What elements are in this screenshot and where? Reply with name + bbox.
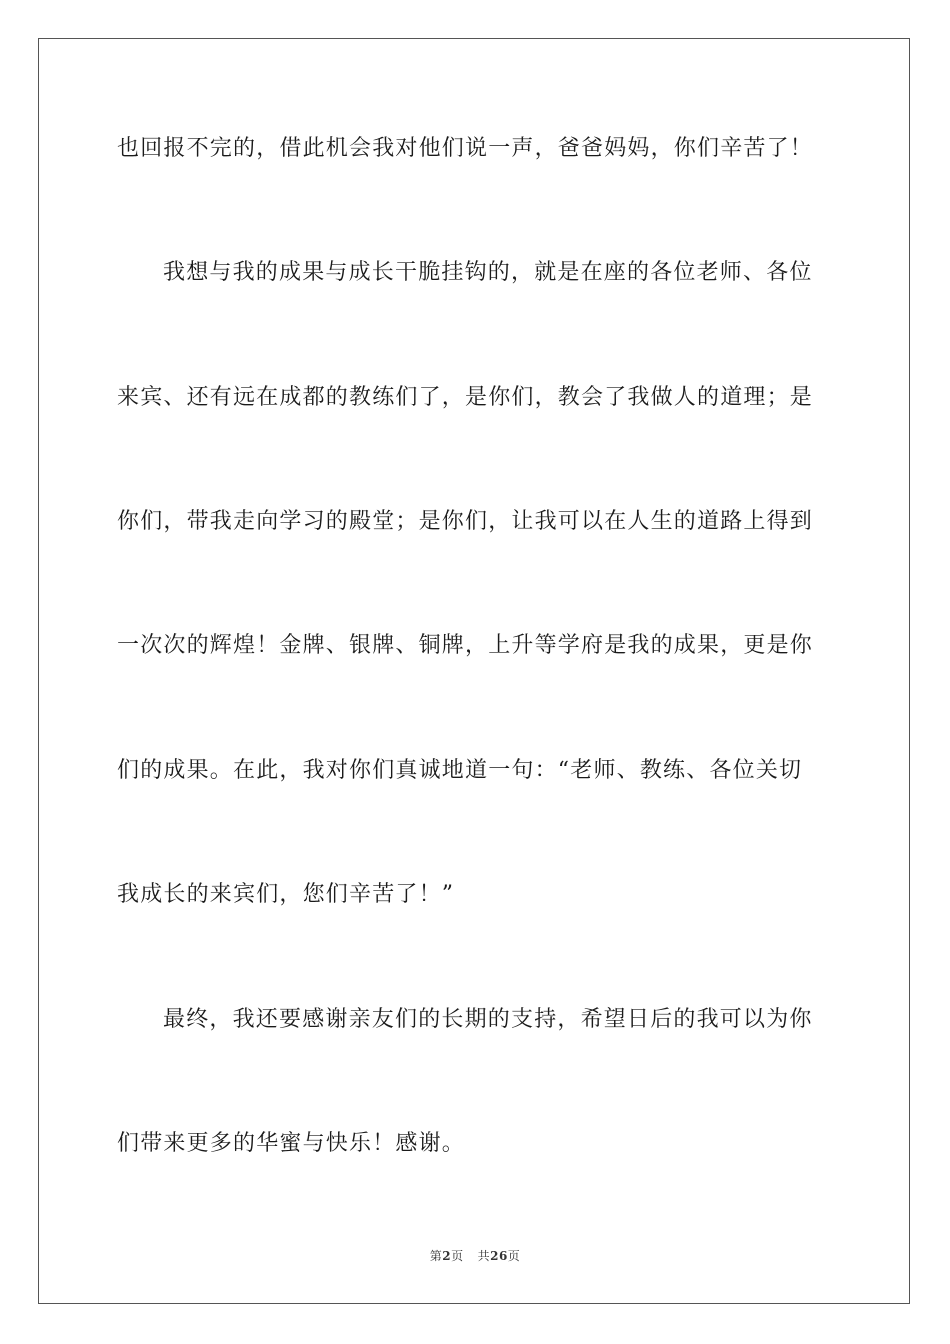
- footer-total-suffix: 页: [507, 1249, 521, 1263]
- text-line-9: 们带来更多的华蜜与快乐！感谢。: [117, 1131, 466, 1156]
- footer-total-prefix: 共: [477, 1249, 491, 1263]
- text-line-7: 我成长的来宾们，您们辛苦了！”: [117, 882, 455, 907]
- page-footer: [0, 1247, 950, 1264]
- footer-page-prefix: 第: [429, 1249, 443, 1263]
- footer-page-suffix: 页: [451, 1249, 464, 1263]
- footer-total-pages: 26: [490, 1249, 508, 1263]
- text-line-3: 来宾、还有远在成都的教练们了，是你们，教会了我做人的道理；是: [117, 385, 814, 410]
- text-line-1: 也回报不完的，借此机会我对他们说一声，爸爸妈妈，你们辛苦了！: [117, 136, 814, 161]
- text-line-4: 你们，带我走向学习的殿堂；是你们，让我可以在人生的道路上得到: [117, 509, 814, 534]
- text-line-5: 一次次的辉煌！金牌、银牌、铜牌，上升等学府是我的成果，更是你: [117, 633, 814, 658]
- footer-page-number: 2: [442, 1249, 452, 1263]
- text-line-6: 们的成果。在此，我对你们真诚地道一句：“老师、教练、各位关切: [117, 758, 803, 783]
- text-line-2: 我想与我的成果与成长干脆挂钩的，就是在座的各位老师、各位: [163, 260, 813, 285]
- text-line-8: 最终，我还要感谢亲友们的长期的支持，希望日后的我可以为你: [163, 1007, 813, 1032]
- page-border: [38, 38, 910, 1304]
